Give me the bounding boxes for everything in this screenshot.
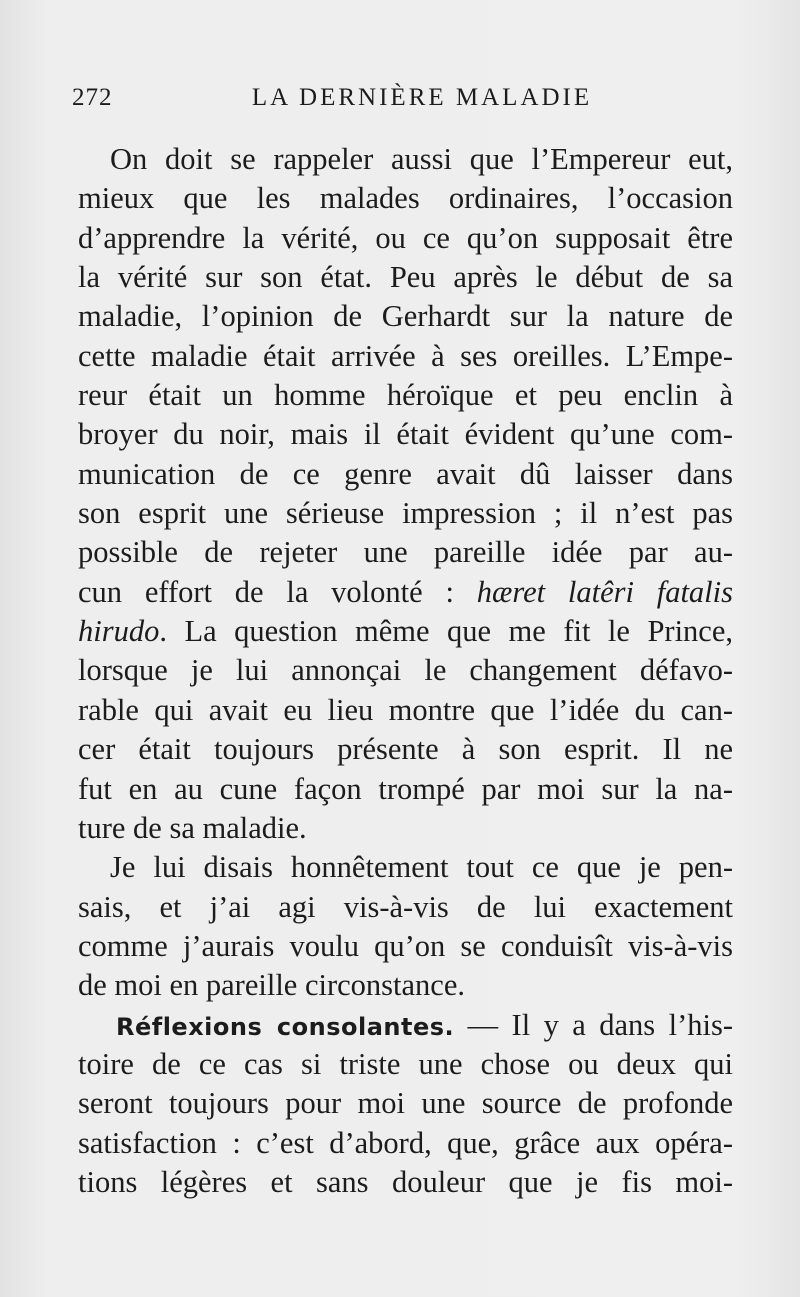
- text-line: possible de rejeter une pareille idée par au-: [78, 535, 733, 570]
- text-line: toire de ce cas si triste une chose ou deux qui: [78, 1046, 733, 1081]
- text-line: son esprit une sérieuse impression ; il n’est pas: [78, 496, 733, 531]
- section-first-line: [78, 1006, 733, 1045]
- text-line: fut en au cune façon trompé par moi sur la na-: [78, 771, 733, 806]
- text-line: On doit se rappeler aussi que l’Empereur eut,: [110, 142, 733, 176]
- text-line: Je lui disais honnêtement tout ce que je pen-: [110, 850, 733, 885]
- text-line: comme j’aurais voulu qu’on se conduisît vis-à-vis: [78, 928, 733, 963]
- text-line: broyer du noir, mais il était évident qu’une com-: [78, 417, 733, 452]
- text-line: munication de ce genre avait dû laisser dans: [78, 456, 733, 491]
- page-body: [78, 140, 733, 1202]
- text-fragment: cun effort de la volonté :: [78, 574, 477, 609]
- text-line: rable qui avait eu lieu montre que l’idée du can-: [78, 692, 733, 727]
- latin-quote: hæret latêri fatalis: [476, 574, 734, 609]
- text-line: seront toujours pour moi une source de profonde: [78, 1086, 733, 1121]
- text-line: [78, 573, 733, 612]
- running-title: LA DERNIÈRE MALADIE: [251, 84, 593, 111]
- text-line: tions légères et sans douleur que je fis moi-: [78, 1164, 733, 1199]
- latin-quote: hirudo: [78, 614, 160, 649]
- text-line: ture de sa maladie.: [78, 810, 307, 845]
- text-line: cette maladie était arrivée à ses oreilles. L’Empe-: [78, 338, 733, 373]
- text-line: de moi en pareille circonstance.: [78, 968, 465, 1003]
- text-line: cer était toujours présente à son esprit. Il ne: [78, 732, 733, 767]
- page-number: 272: [72, 84, 113, 111]
- section-heading: Réflexions consolantes.: [116, 1012, 455, 1041]
- text-line: la vérité sur son état. Peu après le début de sa: [78, 260, 733, 295]
- page-header: [72, 84, 732, 116]
- text-line: lorsque je lui annonçai le changement défavo-: [78, 653, 733, 688]
- text-line: satisfaction : c’est d’abord, que, grâce aux opéra-: [78, 1125, 733, 1160]
- text-fragment: — Il y a dans l’his-: [454, 1007, 733, 1042]
- text-line: d’apprendre la vérité, ou ce qu’on supposait être: [78, 220, 733, 255]
- text-line: reur était un homme héroïque et peu enclin à: [78, 378, 733, 413]
- text-line: [78, 612, 733, 651]
- text-line: mieux que les malades ordinaires, l’occasion: [78, 181, 733, 216]
- text-line: sais, et j’ai agi vis-à-vis de lui exactement: [78, 889, 733, 924]
- text-fragment: . La question même que me fit le Prince,: [159, 614, 733, 649]
- text-line: maladie, l’opinion de Gerhardt sur la nature de: [78, 299, 733, 334]
